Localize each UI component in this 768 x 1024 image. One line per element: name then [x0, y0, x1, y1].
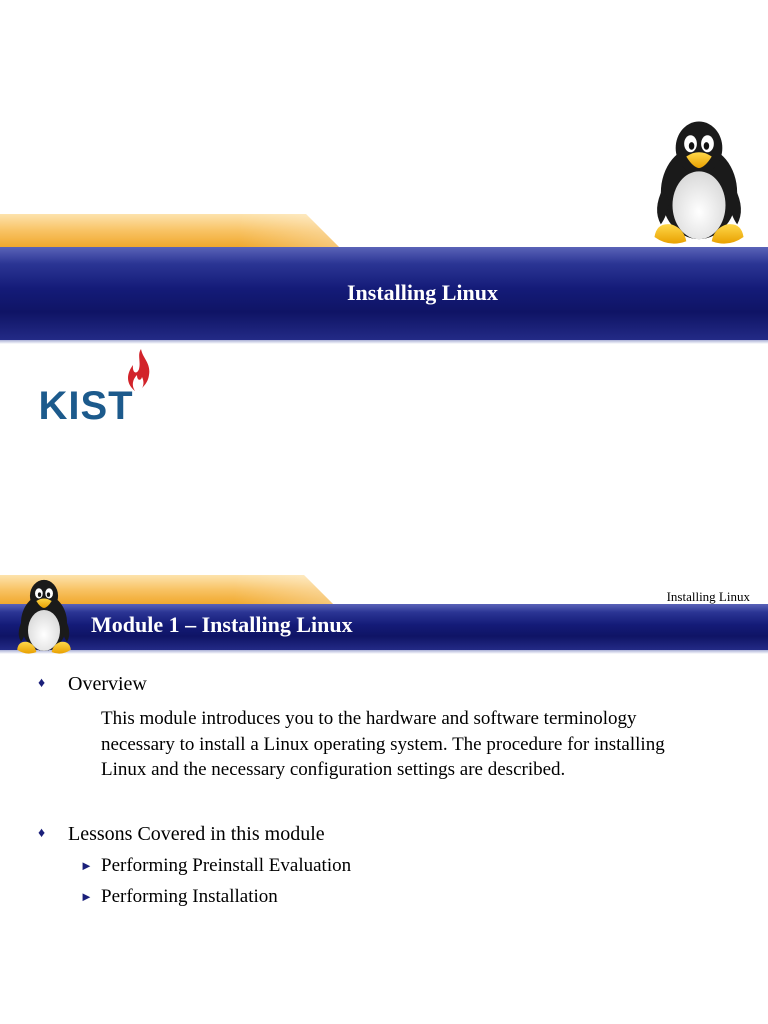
lessons-heading: Lessons Covered in this module: [68, 823, 325, 845]
triangle-arrow-icon: ►: [80, 858, 93, 873]
overview-paragraph: [101, 706, 665, 783]
module-title: Module 1 – Installing Linux: [91, 612, 353, 637]
orange-wedge-decoration: [0, 214, 340, 248]
tux-penguin-icon: [12, 578, 76, 656]
lesson-item: Performing Installation: [101, 886, 278, 907]
overview-heading: Overview: [68, 673, 147, 695]
overview-line: necessary to install a Linux operating system. The procedure for installing: [101, 733, 665, 755]
kist-logo-text: KIST: [38, 384, 134, 427]
slide-header-label: Installing Linux: [666, 589, 750, 604]
overview-line: This module introduces you to the hardware and software terminology: [101, 708, 637, 729]
diamond-bullet-icon: ♦: [38, 676, 46, 691]
tux-penguin-icon: [646, 118, 752, 248]
diamond-bullet-icon: ♦: [38, 826, 46, 841]
lesson-item: Performing Preinstall Evaluation: [101, 855, 352, 876]
slide-title: Installing Linux: [346, 280, 498, 305]
kist-logo: [11, 345, 161, 427]
triangle-arrow-icon: ►: [80, 889, 93, 904]
overview-line: Linux and the necessary configuration settings are described.: [101, 759, 566, 780]
